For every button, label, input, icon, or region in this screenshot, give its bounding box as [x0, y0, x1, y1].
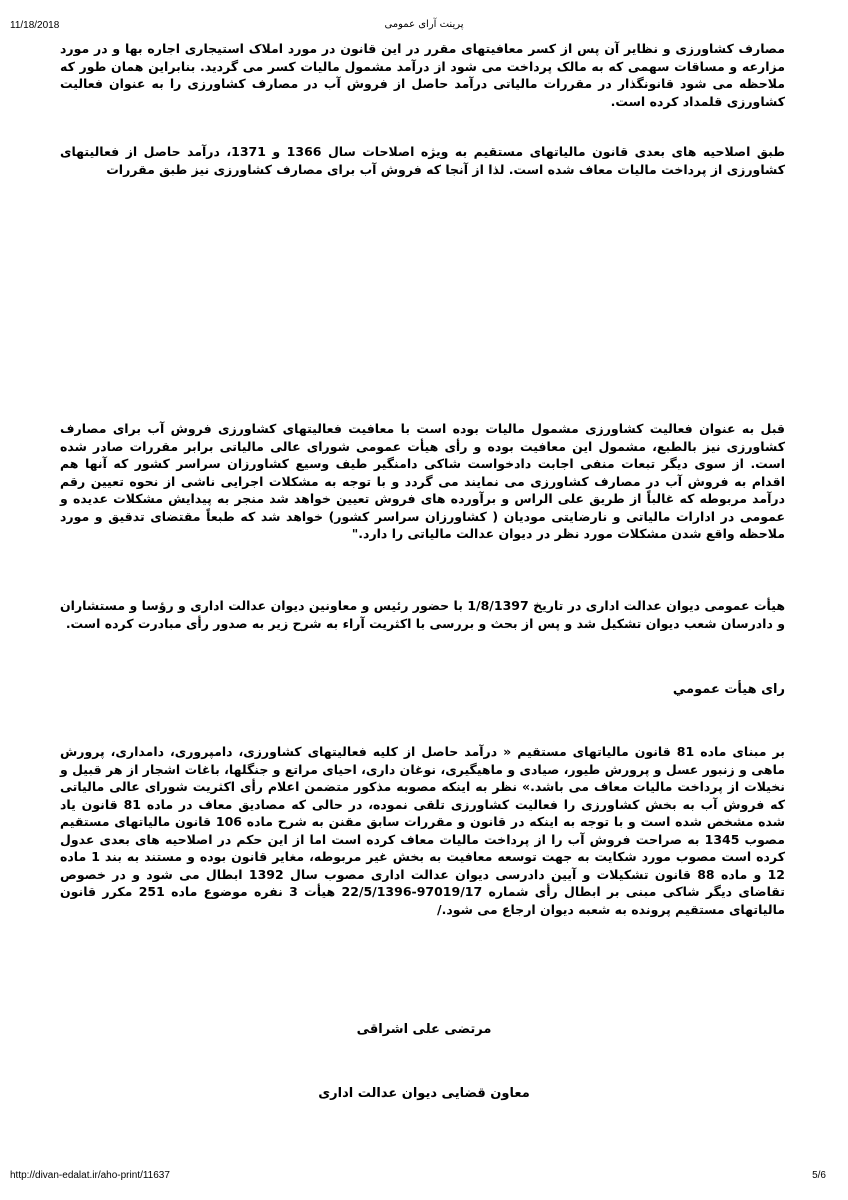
paragraph-amendments: طبق اصلاحیه های بعدی قانون مالیاتهای مستقیم به ویژه اصلاحات سال 1366 و 1371، درآمد حاصل از فعالیتهای کشاورزی از پرداخت مالیات معاف شده است. لذا از آنجا که فروش آب برای مصارف کشاورزی نیز طبق مقررات — [60, 144, 785, 177]
footer-url: http://divan-edalat.ir/aho-print/11637 — [10, 1170, 170, 1181]
print-date: 11/18/2018 — [10, 20, 60, 31]
page-header-title: پرینت آرای عمومی — [384, 19, 464, 30]
page-number: 5/6 — [812, 1170, 826, 1181]
paragraph-general-board-session: هیأت عمومی دیوان عدالت اداری در تاریخ 1/8/1397 با حضور رئیس و معاونین دیوان عدالت اداری و رؤسا و مستشاران و دادرسان شعب دیوان تشکیل شد و پس از بحث و بررسی با اکثریت آراء به شرح زیر به صدور رأی مبادرت کرده است. — [60, 598, 786, 631]
paragraph-agricultural-expenses: مصارف کشاورزی و نظایر آن پس از کسر معافیتهای مقرر در این قانون در مورد املاک استیجاری اجاره بها و در مورد مزارعه و مساقات سهمی که به مالک پرداخت می شود از درآمد مشمول مالیات کسر می گردید. بنابراین همان طور که ملاحظه می شود قانونگذار در مقررات مالیاتی درآمد حاصل از فروش آب در مصارف کشاورزی را به عنوان فعالیت کشاورزی قلمداد کرده است. — [60, 41, 785, 109]
paragraph-tax-exemption-consequences: قبل به عنوان فعالیت کشاورزی مشمول مالیات بوده است با معافیت فعالیتهای کشاورزی فروش آب برای مصارف کشاورزی نیز بالطبع، مشمول این معافیت بوده و رأی هیأت عمومی شورای عالی مالیاتی برابر مقررات صادر شده است. از سوی دیگر تبعات منفی اجابت دادخواست شاکی دامنگیر طیف وسیع کشاورزان سراسر کشور که آنها هم اقدام به فروش آب در مصارف کشاورزی می نمایند می گردد و با توجه به مشکلات اجرایی ناشی از نحوه تعیین رقم درآمد مربوطه که غالباً از طریق علی الراس و برآورده های فروش تعیین خواهد شد منجر به پیدایش مشکلات عدیده و عمومی در ادارات مالیاتی و نارضایتی مودیان ( کشاورزان سراسر کشور) خواهد شد که طبعاً مقتضای تدقیق و مورد ملاحظه واقع شدن مشکلات مورد نظر در دیوان عدالت مالیاتی را دارد." — [60, 421, 785, 541]
paragraph-ruling: بر مبنای ماده 81 قانون مالیاتهای مستقیم « درآمد حاصل از کلیه فعالیتهای کشاورزی، دامپروری، دامداری، پرورش ماهی و زنبور عسل و پرورش طیور، صیادی و ماهیگیری، نوغان داری، احیای مراتع و جنگلها، باغات اشجار از هر قبیل و نخیلات از پرداخت مالیات معاف می باشد.» نظر به اینکه مصوبه مذکور متضمن اعلام رأی اکثریت شورای عالی مالیاتی که فروش آب به بخش کشاورزی را فعالیت کشاورزی تلقی نموده، در حالی که مصادیق معاف در ماده 81 قانون یاد شده مشخص شده است و با توجه به اینکه در قانون و مقررات سابق مقنن به شرح ماده 106 قانون مالیاتهای مستقیم مصوب 1345 به صراحت فروش آب را از پرداخت مالیات معاف کرده است اما از این حکم در اصلاحیه های بعدی عدول کرده است مصوب مورد شکایت به جهت توسعه معافیت به بخش غیر مربوطه، مغایر قانون بوده و مستند به بند 1 ماده 12 و ماده 88 قانون تشکیلات و آیین دادرسی دیوان عدالت اداری مصوب سال 1392 ابطال می شود و در خصوص تقاضای دیگر شاکی مبنی بر ابطال رأی شماره 97019/17-22/5/1396 هیأت 3 نفره موضوع ماده 251 مکرر قانون مالیاتهای مستقیم پرونده به شعبه دیوان ارجاع می شود./ — [60, 744, 785, 917]
signatory-name: مرتضی علی اشراقی — [356, 1022, 492, 1037]
signatory-title: معاون قضایی دیوان عدالت اداری — [318, 1086, 530, 1101]
section-heading-ruling: رای هیأت عمومي — [672, 682, 785, 697]
